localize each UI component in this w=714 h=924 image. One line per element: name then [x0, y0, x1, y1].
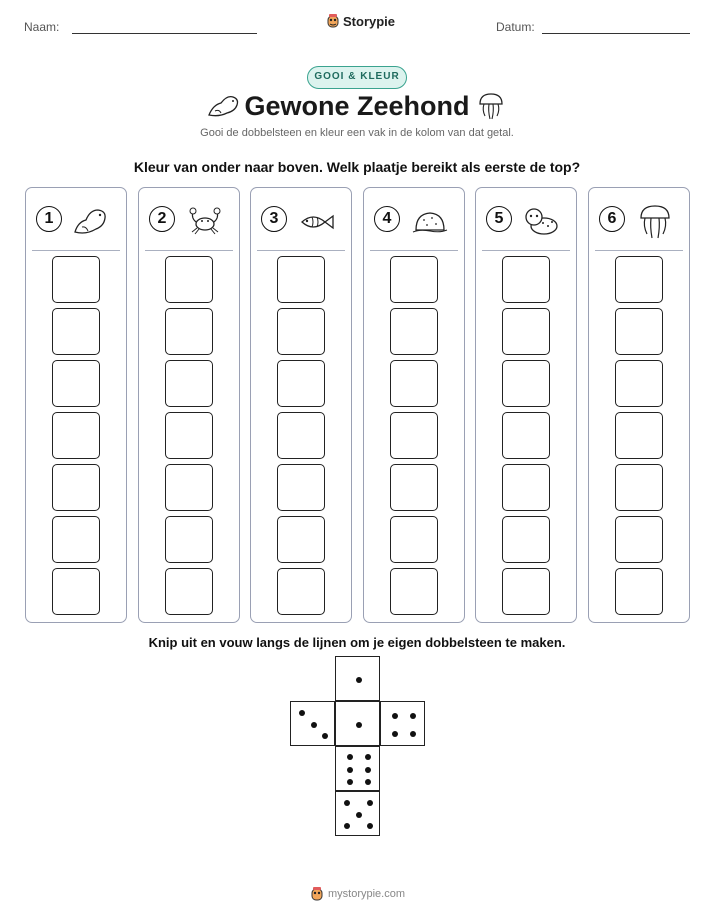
color-box[interactable]: [165, 308, 213, 355]
dice-pip: [356, 812, 362, 818]
column-divider: [595, 250, 683, 251]
color-box[interactable]: [52, 360, 100, 407]
color-box[interactable]: [277, 256, 325, 303]
name-label: Naam:: [24, 20, 60, 34]
dice-pip: [322, 733, 328, 739]
color-box[interactable]: [390, 568, 438, 615]
dice-face-3: [290, 701, 335, 746]
dice-pip: [299, 710, 305, 716]
dice-pip: [365, 779, 371, 785]
date-label: Datum:: [496, 20, 535, 34]
color-box[interactable]: [615, 256, 663, 303]
column-divider: [145, 250, 233, 251]
color-box[interactable]: [390, 516, 438, 563]
color-box[interactable]: [277, 412, 325, 459]
storypie-mascot-icon: [326, 13, 340, 29]
dice-pip: [392, 713, 398, 719]
jellyfish-icon: [476, 91, 506, 121]
color-box[interactable]: [165, 360, 213, 407]
color-box[interactable]: [615, 412, 663, 459]
footer: [310, 886, 405, 902]
color-box[interactable]: [277, 308, 325, 355]
dice-pip: [344, 823, 350, 829]
column-header: [374, 202, 454, 238]
color-box[interactable]: [502, 412, 550, 459]
color-box[interactable]: [615, 464, 663, 511]
brand-logo: [326, 13, 395, 29]
column-divider: [482, 250, 570, 251]
dice-pip: [347, 767, 353, 773]
activity-badge: GOOI & KLEUR: [307, 66, 407, 89]
dice-face-6: [335, 746, 380, 791]
column-4: [363, 187, 465, 623]
column-6: [588, 187, 690, 623]
column-divider: [257, 250, 345, 251]
color-box[interactable]: [390, 412, 438, 459]
color-box[interactable]: [502, 308, 550, 355]
color-box[interactable]: [502, 464, 550, 511]
dice-pip: [367, 823, 373, 829]
column-3: [250, 187, 352, 623]
dice-face-5: [335, 791, 380, 836]
dice-pip: [365, 754, 371, 760]
color-box[interactable]: [502, 568, 550, 615]
dice-pip: [410, 731, 416, 737]
column-2: [138, 187, 240, 623]
jellyfish-icon: [635, 202, 675, 242]
crab-icon: [185, 202, 225, 242]
brand-name: Storypie: [343, 13, 396, 29]
column-header: [261, 202, 341, 238]
dice-face-1: [335, 656, 380, 701]
dice-pip: [365, 767, 371, 773]
color-box[interactable]: [502, 256, 550, 303]
color-box[interactable]: [52, 412, 100, 459]
column-number: 3: [261, 206, 287, 232]
column-number: 6: [599, 206, 625, 232]
color-box[interactable]: [615, 516, 663, 563]
column-number: 1: [36, 206, 62, 232]
column-header: [599, 202, 679, 238]
column-header: [486, 202, 566, 238]
column-1: [25, 187, 127, 623]
storypie-mascot-icon: [310, 886, 324, 902]
color-box[interactable]: [277, 516, 325, 563]
fish-icon: [297, 202, 337, 242]
color-box[interactable]: [52, 256, 100, 303]
color-box[interactable]: [390, 308, 438, 355]
color-box[interactable]: [165, 568, 213, 615]
date-line[interactable]: [542, 33, 690, 34]
column-number: 2: [149, 206, 175, 232]
column-divider: [32, 250, 120, 251]
dice-pip: [347, 779, 353, 785]
column-5: [475, 187, 577, 623]
dice-pip: [367, 800, 373, 806]
rock-icon: [410, 202, 450, 242]
dice-pip: [347, 754, 353, 760]
dice-pip: [356, 677, 362, 683]
color-box[interactable]: [277, 568, 325, 615]
subtitle: Gooi de dobbelsteen en kleur een vak in de kolom van dat getal.: [200, 127, 514, 139]
color-box[interactable]: [52, 516, 100, 563]
color-box[interactable]: [502, 516, 550, 563]
color-box[interactable]: [390, 464, 438, 511]
dice-pip: [356, 722, 362, 728]
name-line[interactable]: [72, 33, 257, 34]
column-number: 5: [486, 206, 512, 232]
page-title: Gewone Zeehond: [244, 91, 470, 121]
color-box[interactable]: [277, 464, 325, 511]
color-box[interactable]: [615, 568, 663, 615]
color-box[interactable]: [165, 412, 213, 459]
column-divider: [370, 250, 458, 251]
footer-url: mystorypie.com: [328, 888, 406, 900]
color-box[interactable]: [277, 360, 325, 407]
seal-icon: [72, 202, 112, 242]
dice-pip: [311, 722, 317, 728]
column-number: 4: [374, 206, 400, 232]
color-box[interactable]: [52, 568, 100, 615]
color-box[interactable]: [165, 256, 213, 303]
dice-face-1: [335, 701, 380, 746]
color-box[interactable]: [390, 256, 438, 303]
dice-pip: [392, 731, 398, 737]
dice-pip: [344, 800, 350, 806]
column-header: [36, 202, 116, 238]
color-box[interactable]: [615, 360, 663, 407]
dice-face-4: [380, 701, 425, 746]
color-box[interactable]: [52, 308, 100, 355]
column-header: [149, 202, 229, 238]
color-box[interactable]: [52, 464, 100, 511]
color-box[interactable]: [165, 516, 213, 563]
color-box[interactable]: [390, 360, 438, 407]
color-box[interactable]: [165, 464, 213, 511]
instruction: Kleur van onder naar boven. Welk plaatje bereikt als eerste de top?: [133, 159, 581, 175]
color-box[interactable]: [502, 360, 550, 407]
color-box[interactable]: [615, 308, 663, 355]
dice-pip: [410, 713, 416, 719]
seal-pup-icon: [522, 202, 562, 242]
dice-instruction: Knip uit en vouw langs de lijnen om je eigen dobbelsteen te maken.: [148, 635, 566, 650]
